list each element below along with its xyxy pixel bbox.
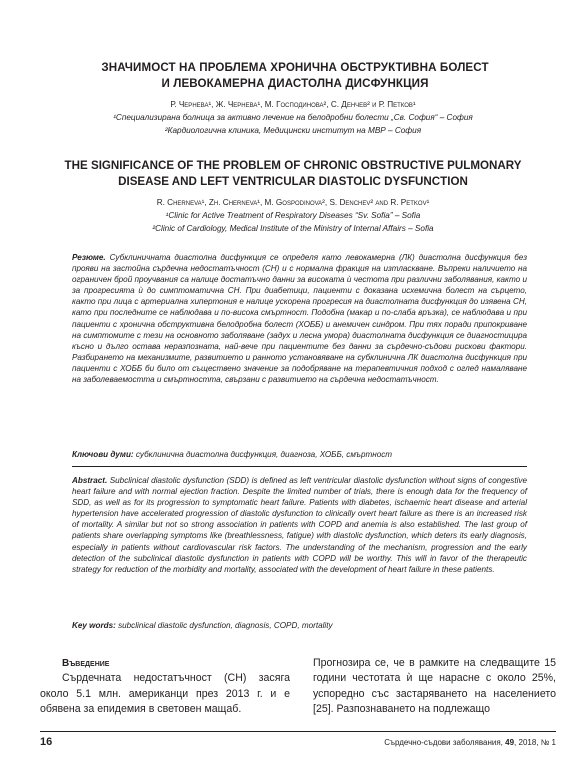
journal-citation bbox=[384, 738, 556, 747]
authors-english: R. Cherneva¹, Zh. Cherneva¹, M. Gospodinova², S. Denchev² and R. Petkov¹ bbox=[156, 198, 430, 207]
footer-divider bbox=[40, 731, 556, 732]
authors-bulgarian: Р. Чернева¹, Ж. Чернева¹, М. Господинова², С. Денчев² и Р. Петков¹ bbox=[170, 100, 416, 109]
title-english bbox=[40, 158, 546, 190]
keywords-bg-text: субклинична диастолна дисфункция, диагноза, ХОББ, смъртност bbox=[135, 450, 393, 459]
abstract-bg-text: Субклиничната диастолна дисфункция се определя като левокамерна (ЛК) диастолна дисфункция без прояви на застойна сърдечна недостатъчност (СН) и с нормална фракция на изтласкване. Въпреки наличието на ограничен брой проучвания са налице достатъчно данни за високата ѝ честота при различни заболявания, както и за прогресията ѝ до симптоматична СН. При диабетици, пациенти с доказана исхемична болест на сърцето, както при лица с артериална хипертония е налице ускорена прогресия на диастолната дисфункция до изявена СН, като при последните се наблюдава и по-висока смъртност. Подобна (макар и по-слаба връзка), се наблюдава и при пациенти с хронична обструктивна белодробна болест (ХОББ) и анемичен синдром. При тях поради припокриване на симптомите с тези на основното заболяване (задух и лесна умора) диастолната дисфункция се диагностицира късно и дълго остава неразпозната, най-вече при пациентите без данни за сърдечно-съдови рискови фактори. Разбирането на механизмите, развитието и ранното установяване на субклинична ЛК диастолна дисфункция при пациенти с ХОББ би било от съществено значение за подобряване на терапевтичния подход с оглед намаляване на заболеваемостта и смъртността, свързани с развитието на сърдечна недостатъчност. bbox=[72, 253, 527, 385]
title-bg-line-1: ЗНАЧИМОСТ НА ПРОБЛЕМА ХРОНИЧНА ОБСТРУКТИВНА БОЛЕСТ bbox=[101, 61, 489, 74]
abstract-en-label: Abstract. bbox=[72, 476, 108, 485]
keywords-bulgarian bbox=[72, 449, 527, 460]
affiliations-english bbox=[40, 210, 546, 235]
keywords-en-label: Key words: bbox=[72, 621, 116, 630]
body-column-left bbox=[40, 656, 290, 718]
intro-paragraph-right: Прогнозира се, че в рамките на следващите 15 години честотата ѝ ще нарасне с около 25%, успоредно със застаряването на населението [25]. Разпознаването на подлежащо bbox=[313, 657, 556, 716]
journal-year-issue: , 2018, № 1 bbox=[514, 738, 556, 747]
affiliation-bg-2: ²Кардиологична клиника, Медицински институт на МВР – София bbox=[164, 125, 422, 135]
abstract-bg-label: Резюме. bbox=[72, 253, 106, 262]
keywords-en-text: subclinical diastolic dysfunction, diagnosis, COPD, mortality bbox=[118, 621, 333, 630]
intro-paragraph-left: Сърдечната недостатъчност (СН) засяга около 5.1 млн. американци през 2013 г. и е обявена за епидемия в световен мащаб. bbox=[40, 672, 290, 716]
journal-name: Сърдечно-съдови заболявания, bbox=[384, 738, 503, 747]
abstract-english bbox=[72, 475, 527, 575]
title-en-line-2: DISEASE AND LEFT VENTRICULAR DIASTOLIC DYSFUNCTION bbox=[118, 175, 468, 188]
affiliations-bulgarian bbox=[40, 112, 546, 137]
keywords-english bbox=[72, 620, 527, 631]
keywords-bg-label: Ключови думи: bbox=[72, 450, 134, 459]
title-bulgarian bbox=[60, 60, 530, 92]
affiliation-bg-1: ¹Специализирана болница за активно лечение на белодробни болести „Св. София“ – София bbox=[113, 113, 473, 122]
journal-volume: 49 bbox=[505, 738, 515, 747]
page-number: 16 bbox=[40, 736, 53, 748]
affiliation-en-1: ¹Clinic for Active Treatment of Respiratory Diseases “Sv. Sofia” – Sofia bbox=[165, 211, 421, 220]
section-divider bbox=[72, 466, 527, 467]
body-column-right bbox=[313, 656, 556, 718]
title-bg-line-2: И ЛЕВОКАМЕРНА ДИАСТОЛНА ДИСФУНКЦИЯ bbox=[161, 77, 429, 90]
affiliation-en-2: ²Clinic of Cardiology, Medical Institute of the Ministry of Internal Affairs – Sofia bbox=[152, 223, 434, 233]
abstract-bulgarian bbox=[72, 252, 527, 385]
section-heading-introduction: Въведение bbox=[62, 658, 110, 669]
abstract-en-text: Subclinical diastolic dysfunction (SDD) is defined as left ventricular diastolic dysfunction without signs of congestive heart failure and with normal ejection fraction. Despite the limited number of trials, there is enough data for the frequency of SDD, as well as for its progression to symptomatic heart failure. Patients with diabetes, ischaemic heart disease and arterial hypertension have accelerated progression of diastolic dysfunction to clinically overt heart failure as there is an increased risk of mortality. A similar but not so strong association in patients with COPD and anemia is also established. The last group of patients share overlapping symptoms like (breathlessness, fatigue) with diastolic dysfunction, which deters its early diagnosis, especially in patients without cardiovascular risk factors. The understanding of the mechanism, progression and the early detection of the subclinical diastolic dysfunction in patients with COPD will be worthy. This will in favor of the therapeutic strategy for reduction of the morbidity and mortality, associated with the development of heart failure in these patients. bbox=[72, 476, 527, 574]
title-en-line-1: THE SIGNIFICANCE OF THE PROBLEM OF CHRONIC OBSTRUCTIVE PULMONARY bbox=[64, 159, 522, 172]
